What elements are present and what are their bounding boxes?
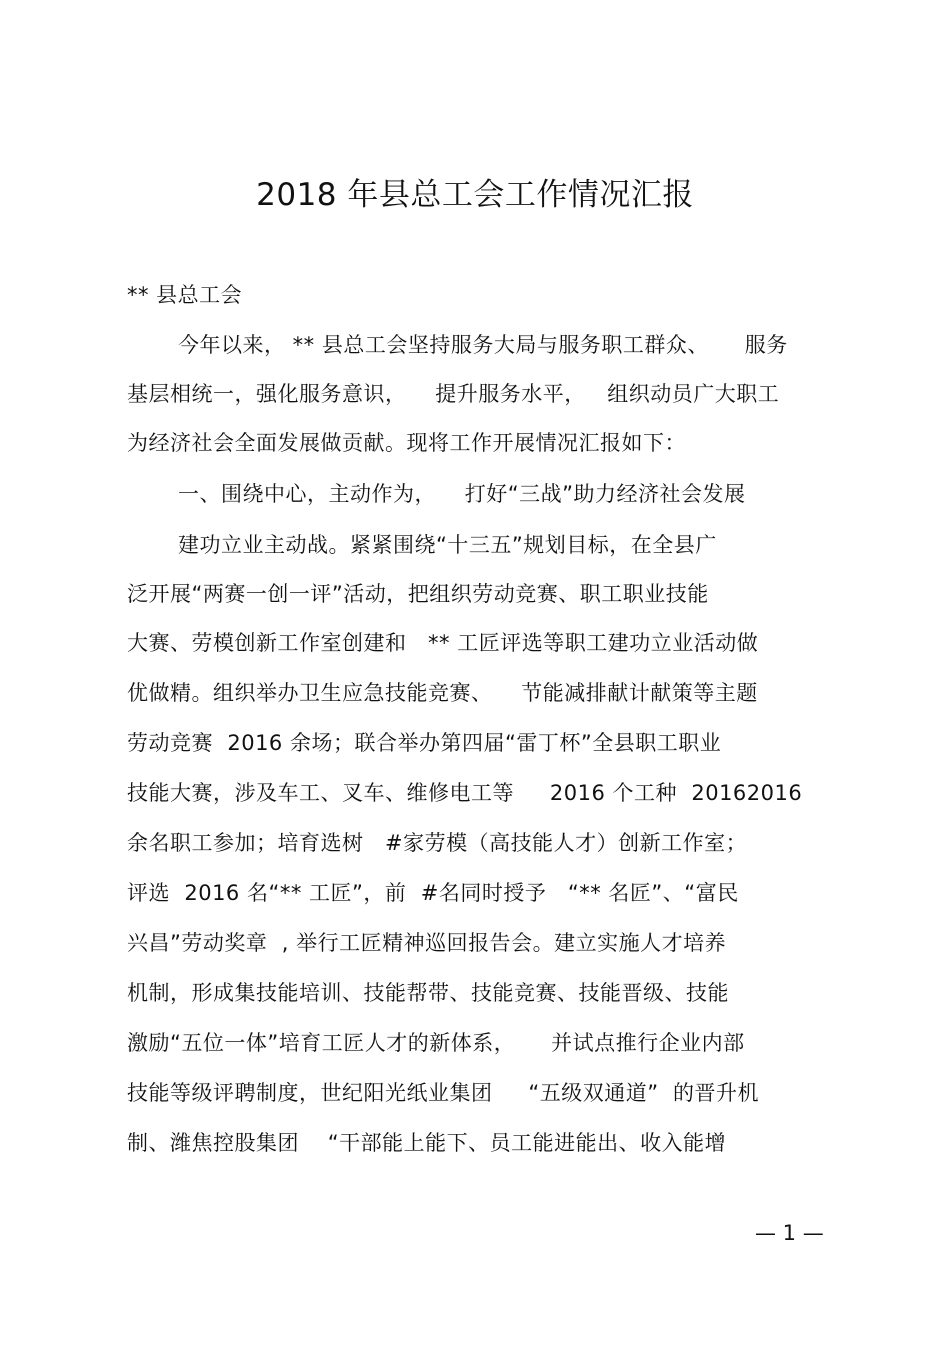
body-line: 泛开展“两赛一创一评”活动，把组织劳动竞赛、职工职业技能: [127, 582, 709, 606]
body-line: 技能大赛，涉及车工、叉车、维修电工等 2016 个工种 20162016: [127, 781, 803, 805]
body-line: 技能等级评聘制度，世纪阳光纸业集团 “五级双通道” 的晋升机: [127, 1081, 759, 1105]
page-number: — 1 —: [755, 1221, 824, 1245]
body-line: 建功立业主动战。紧紧围绕“十三五”规划目标，在全县广: [178, 533, 717, 557]
body-line: 今年以来， ** 县总工会坚持服务大局与服务职工群众、 服务: [178, 333, 788, 357]
body-line: 评选 2016 名“** 工匠”，前 #名同时授予 “** 名匠”、“富民: [127, 881, 739, 905]
body-line: 兴昌”劳动奖章 , 举行工匠精神巡回报告会。建立实施人才培养: [127, 931, 727, 955]
body-line: 劳动竞赛 2016 余场；联合举办第四届“雷丁杯”全县职工职业: [127, 731, 722, 755]
page-title: 2018 年县总工会工作情况汇报: [256, 177, 694, 213]
body-line: 基层相统一，强化服务意识， 提升服务水平， 组织动员广大职工: [127, 382, 780, 406]
body-line: 余名职工参加；培育选树 #家劳模（高技能人才）创新工作室；: [127, 831, 748, 855]
body-line: 为经济社会全面发展做贡献。现将工作开展情况汇报如下：: [127, 431, 686, 455]
author-line: ** 县总工会: [127, 283, 243, 307]
body-line: 机制，形成集技能培训、技能帮带、技能竞赛、技能晋级、技能: [127, 981, 729, 1005]
body-line: 制、潍焦控股集团 “干部能上能下、员工能进能出、收入能增: [127, 1131, 727, 1155]
body-line: 优做精。组织举办卫生应急技能竞赛、 节能减排献计献策等主题: [127, 681, 758, 705]
section-heading: 一、围绕中心，主动作为， 打好“三战”助力经济社会发展: [178, 482, 746, 506]
body-line: 激励“五位一体”培育工匠人才的新体系， 并试点推行企业内部: [127, 1031, 745, 1055]
body-line: 大赛、劳模创新工作室创建和 ** 工匠评选等职工建功立业活动做: [127, 631, 759, 655]
